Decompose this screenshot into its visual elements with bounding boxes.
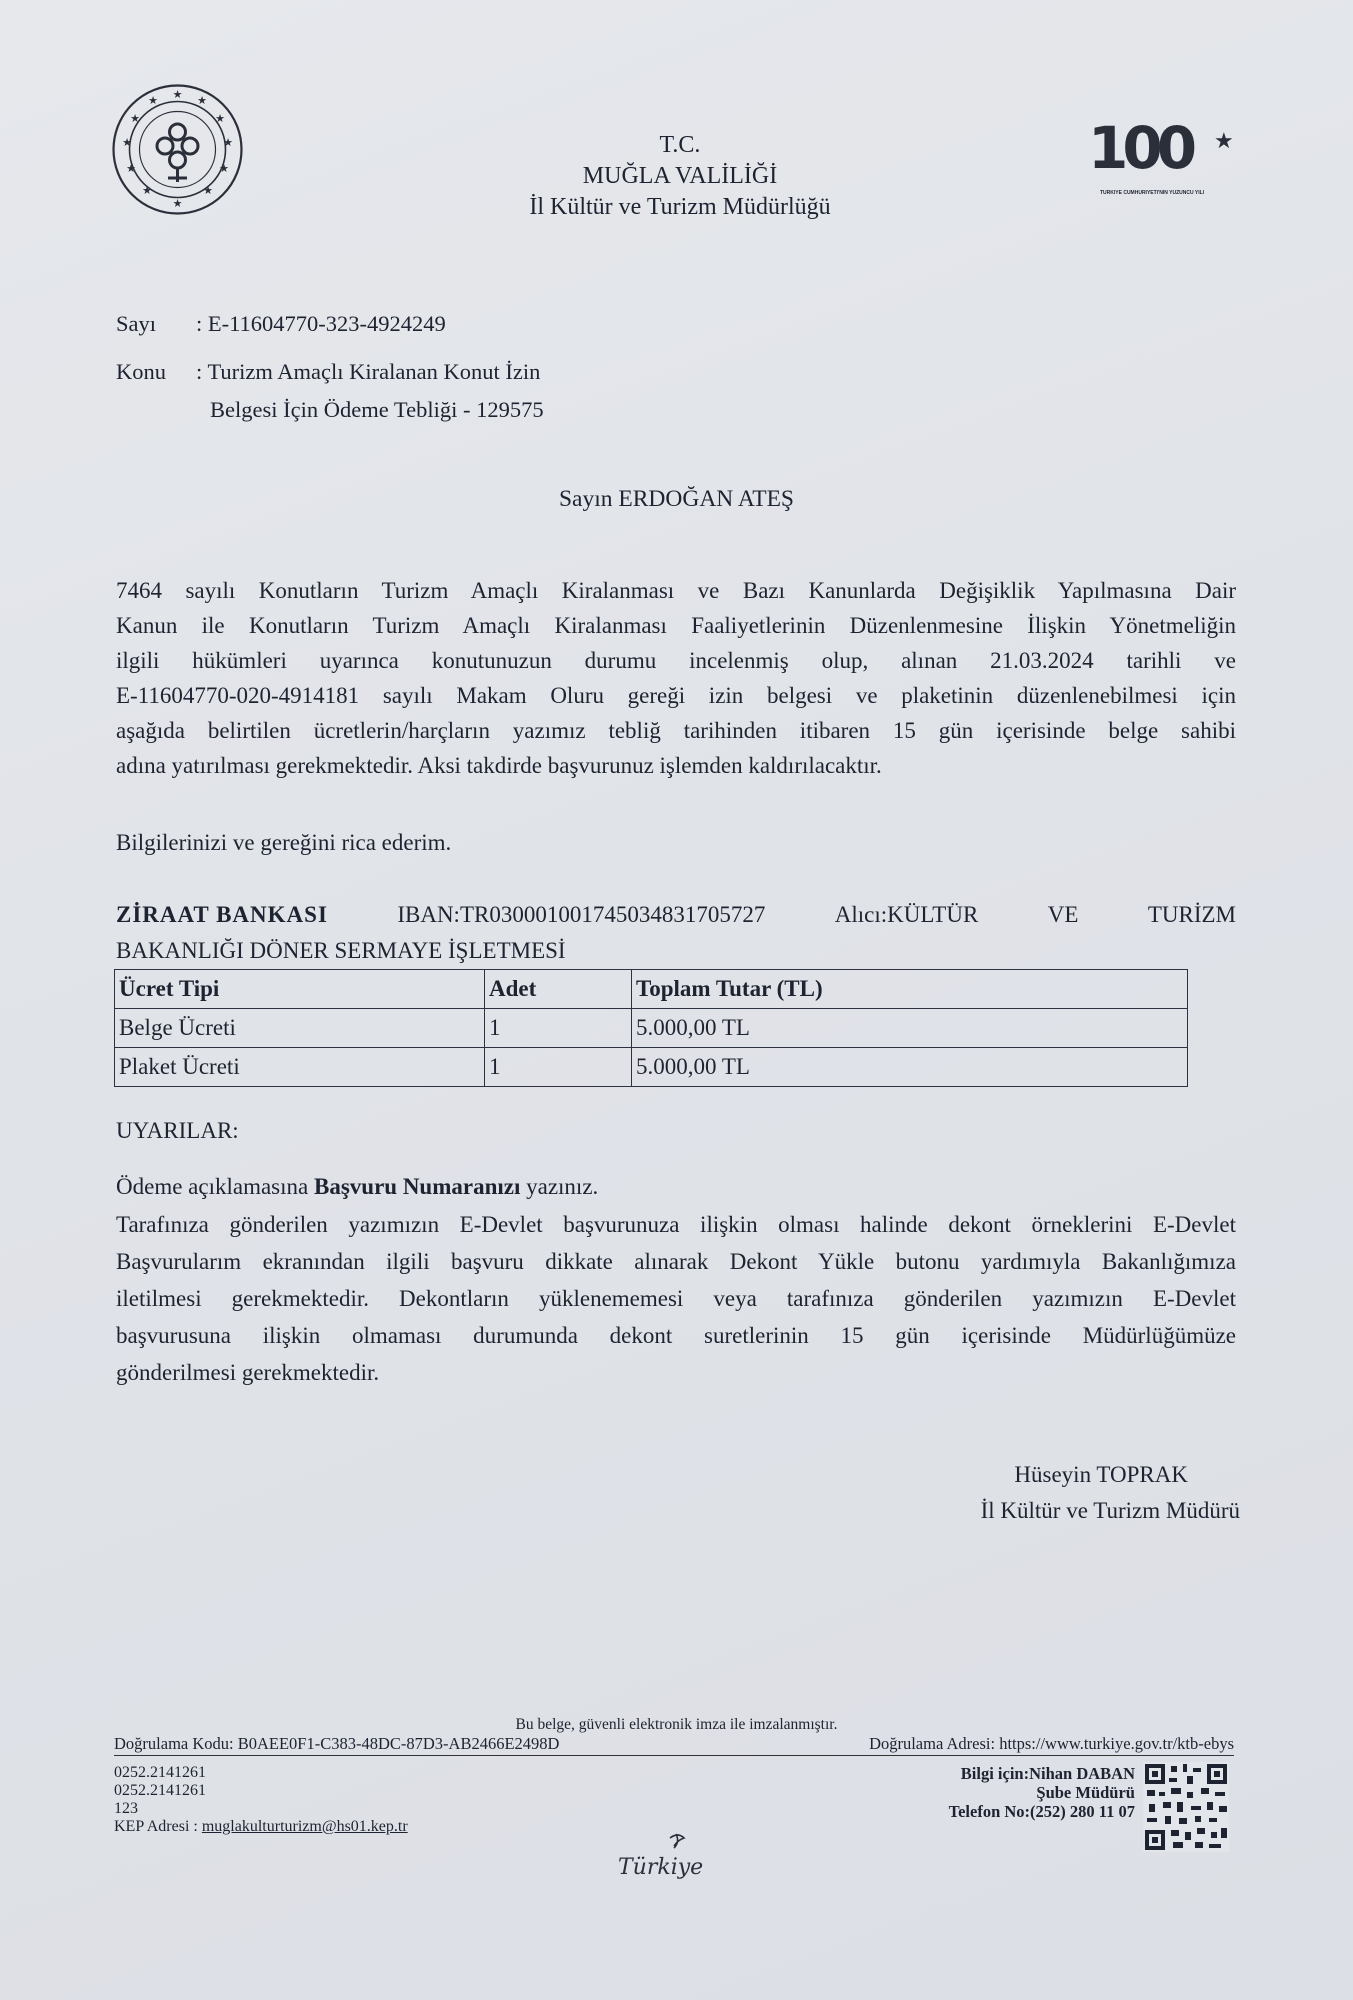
header-tc: T.C. xyxy=(659,132,701,158)
svg-text:★: ★ xyxy=(122,136,132,149)
body-line: 7464 sayılı Konutların Turizm Amaçlı Kiralanması ve Bazı Kanunlarda Değişiklik Yapılmasına Dair xyxy=(116,578,1236,603)
table-header-cell: Toplam Tutar (TL) xyxy=(632,970,1188,1009)
esign-note: Bu belge, güvenli elektronik imza ile imzalanmıştır. xyxy=(515,1716,838,1733)
qr-code-icon xyxy=(1143,1762,1229,1852)
konu-label: Konu xyxy=(116,359,166,384)
body-line: Kanun ile Konutların Turizm Amaçlı Kiralanması Faaliyetlerinin Düzenlenmesine İlişkin Yönetmeliğin xyxy=(116,613,1236,638)
sayi-row xyxy=(116,311,446,337)
brand-text: Türkiye xyxy=(618,1855,704,1880)
svg-text:★: ★ xyxy=(148,94,158,107)
svg-text:★: ★ xyxy=(1214,129,1234,154)
warning-text: yazınız. xyxy=(520,1174,599,1199)
svg-text:★: ★ xyxy=(172,197,183,210)
body-line: aşağıda belirtilen ücretlerin/harçların yazımız tebliğ tarihinden itibaren 15 gün içerisinde belge sahibi xyxy=(116,718,1236,743)
bank-receiver-b: VE xyxy=(1047,902,1079,927)
verification-address[interactable]: Doğrulama Adresi: https://www.turkiye.gov.tr/ktb-ebys xyxy=(869,1734,1234,1753)
bank-name: ZİRAAT BANKASI xyxy=(116,902,328,927)
warnings-paragraph xyxy=(116,1206,1236,1391)
body-line: ilgili hükümleri uyarınca konutunuzun durumu incelenmiş olup, alınan 21.03.2024 tarihli ve xyxy=(116,648,1236,673)
body-line: E-11604770-020-4914181 sayılı Makam Oluru gereği izin belgesi ve plaketinin düzenlenebilmesi için xyxy=(116,683,1236,708)
bank-receiver-a: Alıcı:KÜLTÜR xyxy=(834,902,979,927)
svg-text:★: ★ xyxy=(203,184,213,197)
svg-text:100: 100 xyxy=(1088,114,1192,182)
verification-code: Doğrulama Kodu: B0AEE0F1-C383-48DC-87D3-AB2466E2498D xyxy=(114,1734,560,1753)
header-governorship: MUĞLA VALİLİĞİ xyxy=(582,163,778,189)
kep-label: KEP Adresi : xyxy=(114,1818,202,1835)
info-phone: Telefon No:(252) 280 11 07 xyxy=(948,1802,1135,1821)
salutation: Sayın ERDOĞAN ATEŞ xyxy=(558,486,794,512)
bank-line xyxy=(116,898,1236,932)
warning-line: iletilmesi gerekmektedir. Dekontların yüklenememesi veya tarafınıza gönderilen yazımızın E-Devlet xyxy=(116,1286,1236,1311)
signature-block xyxy=(900,1457,1240,1529)
table-header-cell: Ücret Tipi xyxy=(115,970,485,1009)
svg-text:★: ★ xyxy=(223,136,233,149)
svg-text:★: ★ xyxy=(197,94,207,107)
signatory-title: İl Kültür ve Turizm Müdürü xyxy=(980,1498,1240,1523)
table-cell: Plaket Ücreti xyxy=(115,1048,485,1087)
svg-text:★: ★ xyxy=(126,162,136,175)
info-block xyxy=(860,1764,1135,1821)
warning-bold-text: Başvuru Numaranızı xyxy=(313,1174,521,1199)
svg-text:★: ★ xyxy=(215,112,225,125)
bank-iban: IBAN:TR030001001745034831705727 xyxy=(397,902,766,927)
konu-row xyxy=(116,359,540,385)
closing-line: Bilgilerinizi ve gereğini rica ederim. xyxy=(116,830,452,855)
table-cell: Belge Ücreti xyxy=(115,1009,485,1048)
phone-1: 0252.2141261 xyxy=(114,1764,206,1781)
contact-block xyxy=(114,1764,408,1836)
svg-text:★: ★ xyxy=(172,88,183,101)
header-directorate: İl Kültür ve Turizm Müdürlüğü xyxy=(529,194,831,220)
letter-header xyxy=(430,130,930,223)
warnings-title: UYARILAR: xyxy=(116,1118,239,1143)
table-row xyxy=(115,1048,1188,1087)
svg-text:★: ★ xyxy=(130,112,140,125)
centennial-logo-caption: TÜRKİYE CUMHURİYETİ'NİN YÜZÜNCÜ YILI xyxy=(1100,190,1205,196)
info-title: Şube Müdürü xyxy=(1036,1783,1135,1802)
table-cell: 1 xyxy=(485,1048,632,1087)
fee-table xyxy=(114,969,1188,1087)
table-cell: 1 xyxy=(485,1009,632,1048)
sayi-label: Sayı xyxy=(116,311,157,336)
konu-value-line2: Belgesi İçin Ödeme Tebliği - 129575 xyxy=(210,397,544,422)
warning-line: gönderilmesi gerekmektedir. xyxy=(116,1360,380,1385)
warning-text: Ödeme açıklamasına xyxy=(116,1174,314,1199)
turkiye-brand-logo xyxy=(610,1830,730,1890)
table-header-cell: Adet xyxy=(485,970,632,1009)
warning-line: başvurusuna ilişkin olmaması durumunda dekont suretlerinin 15 gün içerisinde Müdürlüğümüze xyxy=(116,1323,1236,1348)
warning-line-1 xyxy=(116,1168,1236,1205)
centennial-logo xyxy=(1088,110,1248,200)
table-header-row xyxy=(115,970,1188,1009)
svg-text:★: ★ xyxy=(142,184,152,197)
body-line: adına yatırılması gerekmektedir. Aksi takdirde başvurunuz işlemden kaldırılacaktır. xyxy=(116,753,882,778)
ministry-seal-logo xyxy=(110,82,245,217)
warning-line: Tarafınıza gönderilen yazımızın E-Devlet başvurunuza ilişkin olması halinde dekont örneklerini E-Devlet xyxy=(116,1212,1236,1237)
table-cell: 5.000,00 TL xyxy=(632,1048,1188,1087)
kep-address[interactable]: muglakulturturizm@hs01.kep.tr xyxy=(201,1818,408,1835)
info-contact: Bilgi için:Nihan DABAN xyxy=(960,1764,1135,1783)
table-row xyxy=(115,1009,1188,1048)
kep-row xyxy=(114,1818,408,1836)
bank-receiver-line2: BAKANLIĞI DÖNER SERMAYE İŞLETMESİ xyxy=(116,938,566,963)
sayi-value: : E-11604770-323-4924249 xyxy=(196,311,446,336)
warning-line: Başvurularım ekranından ilgili başvuru dikkate alınarak Dekont Yükle butonu yardımıyla Bakanlığımıza xyxy=(116,1249,1236,1274)
bank-receiver-c: TURİZM xyxy=(1147,902,1236,927)
konu-value-line1: : Turizm Amaçlı Kiralanan Konut İzin xyxy=(196,359,541,384)
signatory-name: Hüseyin TOPRAK xyxy=(1014,1462,1188,1487)
svg-text:★: ★ xyxy=(219,162,229,175)
verification-line xyxy=(114,1734,1234,1756)
extension: 123 xyxy=(114,1800,138,1817)
table-cell: 5.000,00 TL xyxy=(632,1009,1188,1048)
body-paragraph xyxy=(116,573,1236,783)
phone-2: 0252.2141261 xyxy=(114,1782,206,1799)
